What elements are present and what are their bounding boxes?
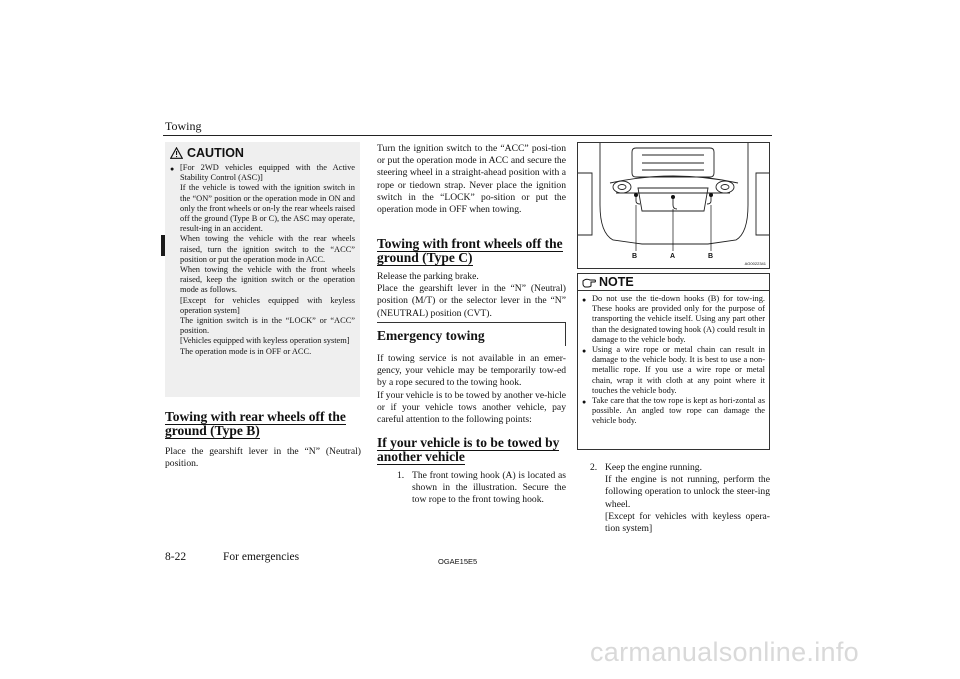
note-label: NOTE (599, 275, 634, 289)
caution-item (170, 163, 355, 357)
hand-pointer-icon (582, 277, 596, 288)
caution-line: [For 2WD vehicles equipped with the Active Stability Control (ASC)] (180, 163, 355, 183)
caution-line: If the vehicle is towed with the ignition switch in the “ON” position or the operation mode in ON and only the front wheels or on-ly the rear wheels raised off the ground (Type B or C), the ASC may operate, result-ing in an accident. (180, 183, 355, 234)
note-item (582, 294, 765, 345)
bullet-icon: ● (170, 165, 175, 173)
rear-wheels-heading (165, 410, 361, 438)
footer-section-name: For emergencies (223, 551, 300, 563)
rear-wheels-heading-text: Towing with rear wheels off the ground (Type B) (165, 409, 346, 438)
note-text: Take care that the tow rope is kept as hori-zontal as possible. An angled tow rope can damage the vehicle body. (592, 396, 765, 426)
front-wheels-text (377, 271, 566, 320)
towed-heading-text: If your vehicle is to be towed by another vehicle (377, 435, 560, 464)
bullet-icon: ● (582, 398, 587, 407)
front-wheels-heading-text: Towing with front wheels off the ground (Type C) (377, 236, 563, 265)
step-2-bracket: [Except for vehicles with keyless opera-tion system] (605, 510, 770, 535)
figure-code: AG0022341 (744, 261, 766, 266)
caution-line: When towing the vehicle with the front wheels raised, keep the ignition switch or the operation mode as follows. (180, 265, 355, 295)
step-2-number: 2. (590, 462, 598, 473)
bullet-icon: ● (582, 296, 587, 304)
header-rule (163, 135, 772, 136)
warning-icon (170, 147, 183, 159)
step-2-title: Keep the engine running. (605, 462, 702, 473)
footer-doc-code: OGAE15E5 (438, 557, 478, 566)
caution-line: [Except for vehicles equipped with keyless operation system] (180, 295, 355, 315)
note-text: Using a wire rope or metal chain can result in damage to the vehicle body. It is best to use a non-metallic rope. If you use a wire rope or metal chain, wrap it with cloth at any point where it touches the vehicle body. (592, 345, 765, 395)
figure-label-a: A (670, 253, 676, 260)
emergency-heading: Emergency towing (377, 322, 566, 346)
caution-line: The ignition switch is in the “LOCK” or “ACC” position. (180, 316, 355, 336)
caution-line: When towing the vehicle with the rear wheels raised, turn the ignition switch to the “ACC” position or put the operation mode in ACC. (180, 234, 355, 264)
figure-label-b-left: B (632, 253, 638, 260)
towed-heading (377, 436, 566, 464)
front-wheels-line: Place the gearshift lever in the “N” (Neutral) position (M/T) or the selector lever in the “N” (NEUTRAL) position (CVT). (377, 283, 566, 319)
caution-text (180, 163, 355, 357)
step-2 (590, 462, 770, 535)
towing-hook-illustration (577, 142, 770, 269)
note-box (577, 273, 770, 450)
note-item (582, 396, 765, 427)
caution-label: CAUTION (187, 146, 244, 160)
front-wheels-heading (377, 237, 566, 265)
emergency-text (377, 353, 566, 426)
front-wheels-line: Release the parking brake. (377, 271, 479, 282)
note-item (582, 345, 765, 396)
note-text: Do not use the tie-down hooks (B) for tow-ing. These hooks are provided only for the purpose of transporting the vehicle itself. Using any part other than the designated towing hook (A) could result in damage to the vehicle body. (592, 294, 765, 344)
watermark: carmanualsonline.info (590, 637, 859, 667)
emergency-line: If your vehicle is to be towed by another ve-hicle or if your vehicle tows another vehicle, pay careful attention to the following points: (377, 389, 566, 426)
emergency-line: If towing service is not available in an emer-gency, your vehicle may be temporarily tow-ed by a rope secured to the towing hook. (377, 353, 566, 389)
step-1-number: 1. (397, 470, 405, 481)
step-2-text: If the engine is not running, perform the following operation to unlock the steer-ing wheel. (605, 474, 770, 510)
page-header-title: Towing (165, 119, 202, 133)
footer-page-number: 8-22 (165, 551, 187, 563)
step-1 (377, 470, 566, 507)
rear-wheels-text: Place the gearshift lever in the “N” (Neutral) position. (165, 446, 361, 470)
caution-header (170, 146, 355, 160)
figure-label-b-right: B (708, 253, 714, 260)
step-1-text: The front towing hook (A) is located as shown in the illustration. Secure the tow rope to the front towing hook. (412, 470, 566, 506)
vehicle-front-drawing (578, 143, 769, 268)
bullet-icon: ● (582, 347, 587, 356)
caution-box (165, 142, 360, 397)
caution-line: [Vehicles equipped with keyless operation system] (180, 336, 350, 346)
note-header (578, 274, 769, 291)
step-2-content (602, 462, 770, 535)
caution-line: The operation mode is in OFF or ACC. (180, 346, 312, 356)
middle-intro-text: Turn the ignition switch to the “ACC” posi-tion or put the operation mode in ACC and secure the steering wheel in a straight-ahead position with a rope or tiedown strap. Never place the ignition switch in the “LOCK” po-sition or put the operation mode in OFF when towing. (377, 143, 566, 216)
